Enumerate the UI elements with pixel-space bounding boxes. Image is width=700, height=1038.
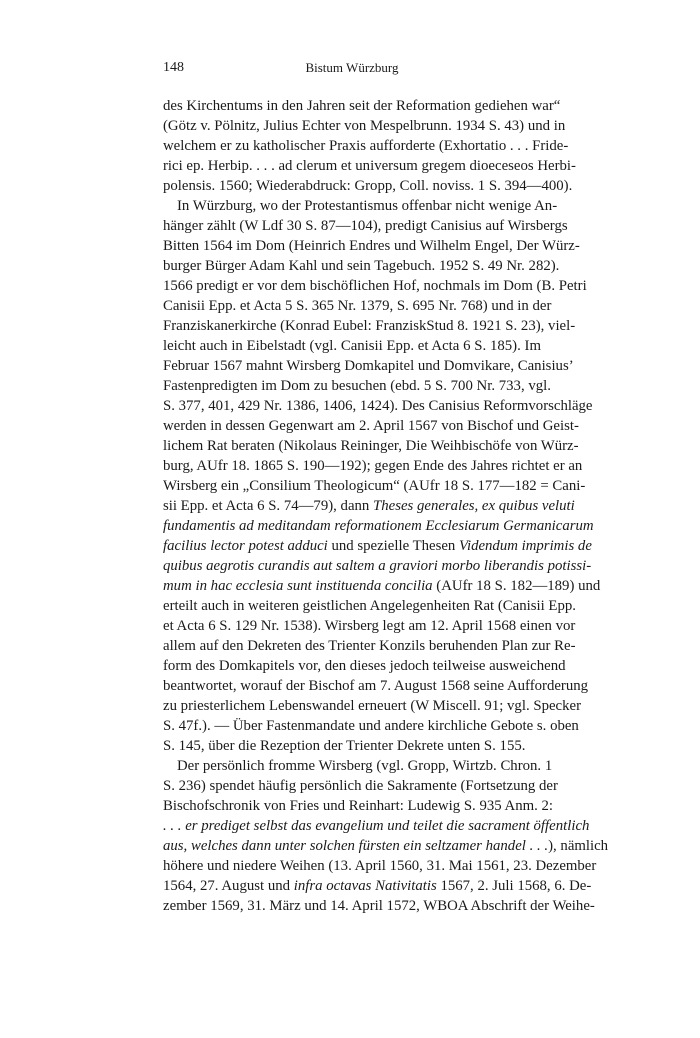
text-line [163, 636, 576, 656]
text-line [163, 436, 579, 456]
text-segment: Franziskanerkirche (Konrad Eubel: FranziskStud 8. 1921 S. 23), viel- [163, 318, 576, 334]
text-segment: 1567, 2. Juli 1568, 6. De- [436, 878, 592, 894]
text-segment: In Würzburg, wo der Protestantismus offenbar nicht wenige An- [177, 198, 558, 214]
text-line [163, 656, 566, 676]
text-segment: (AUfr 18 S. 182—189) und [432, 578, 601, 594]
text-line [163, 516, 594, 536]
text-line [163, 836, 609, 856]
text-line [163, 276, 587, 296]
text-segment: und spezielle Thesen [327, 538, 460, 554]
text-segment: ), nämlich [548, 838, 609, 854]
text-segment: S. 377, 401, 429 Nr. 1386, 1406, 1424). Des Canisius Reformvorschläge [163, 398, 593, 414]
text-line [163, 616, 576, 636]
text-segment: hänger zählt (W Ldf 30 S. 87—104), predigt Canisius auf Wirsbergs [163, 218, 568, 234]
text-segment: lichem Rat beraten (Nikolaus Reininger, Die Weihbischöfe von Würz- [163, 438, 579, 454]
italic-text: fundamentis ad meditandam reformationem Ecclesiarum Germanicarum [163, 518, 594, 534]
italic-text: infra octavas Nativitatis [293, 878, 437, 894]
text-line [163, 736, 541, 756]
text-line [163, 356, 574, 376]
text-segment: welchem er zu katholischer Praxis aufforderte (Exhortatio . . . Fride- [163, 138, 569, 154]
text-segment: höhere und niedere Weihen (13. April 1560, 31. Mai 1561, 23. Dezember [163, 858, 597, 874]
running-header [163, 60, 541, 82]
text-line [163, 696, 581, 716]
text-segment: burger Bürger Adam Kahl und sein Tagebuch. 1952 S. 49 Nr. 282). [163, 258, 560, 274]
text-segment: Fastenpredigten im Dom zu besuchen (ebd. 5 S. 700 Nr. 733, vgl. [163, 378, 551, 394]
text-line [163, 556, 592, 576]
text-line [163, 476, 586, 496]
text-line [163, 236, 580, 256]
italic-text: quibus aegrotis curandis aut saltem a graviori morbo liberandis potissi- [163, 558, 592, 574]
text-segment: werden in dessen Gegenwart am 2. April 1567 von Bischof und Geist- [163, 418, 579, 434]
text-line [163, 796, 554, 816]
italic-text: . . . er prediget selbst das evangelium und teilet die sacrament öffentlich [163, 818, 590, 834]
text-line [163, 456, 583, 476]
italic-text: mum in hac ecclesia sunt instituenda concilia [163, 578, 433, 594]
text-segment: zember 1569, 31. März und 14. April 1572, WBOA Abschrift der Weihe- [163, 898, 595, 914]
body-text [163, 96, 609, 916]
text-segment: leicht auch in Eibelstadt (vgl. Canisii Epp. et Acta 6 S. 185). Im [163, 338, 541, 354]
text-segment: zu priesterlichem Lebenswandel erneuert (W Miscell. 91; vgl. Specker [163, 698, 581, 714]
italic-text: facilius lector potest adduci [163, 538, 328, 554]
italic-text: Videndum imprimis de [459, 538, 592, 554]
text-segment: allem auf den Dekreten des Trienter Konzils beruhenden Plan zur Re- [163, 638, 576, 654]
text-line [163, 676, 589, 696]
text-line [163, 176, 573, 196]
text-segment: des Kirchentums in den Jahren seit der Reformation gediehen war“ [163, 98, 561, 114]
text-line [163, 256, 560, 276]
text-line [163, 776, 558, 796]
text-line [163, 876, 592, 896]
text-segment: 1564, 27. August und [163, 878, 294, 894]
text-line [163, 596, 576, 616]
text-segment: burg, AUfr 18. 1865 S. 190—192); gegen Ende des Jahres richtet er an [163, 458, 583, 474]
text-line [163, 416, 579, 436]
text-line [163, 296, 552, 316]
running-title: Bistum Würzburg [305, 60, 399, 75]
text-segment: Februar 1567 mahnt Wirsberg Domkapitel und Domvikare, Canisius’ [163, 358, 574, 374]
text-line [163, 196, 558, 216]
text-line [163, 376, 551, 396]
text-segment: S. 145, über die Rezeption der Trienter Dekrete unten S. 155. [163, 738, 526, 754]
text-line [163, 336, 541, 356]
text-line [163, 816, 590, 836]
text-segment: Bitten 1564 im Dom (Heinrich Endres und Wilhelm Engel, Der Würz- [163, 238, 580, 254]
text-segment: S. 47f.). — Über Fastenmandate und andere kirchliche Gebote s. oben [163, 718, 579, 734]
text-line [163, 136, 569, 156]
text-line [163, 216, 568, 236]
text-segment: Bischofschronik von Fries und Reinhart: Ludewig S. 935 Anm. 2: [163, 798, 554, 814]
text-segment: Wirsberg ein „Consilium Theologicum“ (AUfr 18 S. 177—182 = Cani- [163, 478, 586, 494]
text-segment: beantwortet, worauf der Bischof am 7. August 1568 seine Aufforderung [163, 678, 589, 694]
text-segment: (Götz v. Pölnitz, Julius Echter von Mespelbrunn. 1934 S. 43) und in [163, 118, 566, 134]
text-line [163, 576, 601, 596]
text-line [163, 116, 566, 136]
text-line [163, 316, 576, 336]
text-line [163, 396, 593, 416]
text-segment: polensis. 1560; Wiederabdruck: Gropp, Coll. noviss. 1 S. 394—400). [163, 178, 573, 194]
text-segment: erteilt auch in weiteren geistlichen Angelegenheiten Rat (Canisii Epp. [163, 598, 576, 614]
text-segment: S. 236) spendet häufig persönlich die Sakramente (Fortsetzung der [163, 778, 558, 794]
text-line [163, 756, 553, 776]
text-line [163, 856, 597, 876]
text-line [163, 156, 576, 176]
page-number: 148 [163, 60, 184, 75]
text-segment: sii Epp. et Acta 6 S. 74—79), dann [163, 498, 374, 514]
text-segment: et Acta 6 S. 129 Nr. 1538). Wirsberg legt am 12. April 1568 einen vor [163, 618, 576, 634]
text-line [163, 896, 595, 916]
text-line [163, 96, 561, 116]
italic-text: Theses generales, ex quibus veluti [373, 498, 575, 514]
text-segment: rici ep. Herbip. . . . ad clerum et universum gregem dioeceseos Herbi- [163, 158, 576, 174]
text-line [163, 716, 579, 736]
text-line [163, 496, 575, 516]
text-segment: Der persönlich fromme Wirsberg (vgl. Gropp, Wirtzb. Chron. 1 [177, 758, 553, 774]
text-line [163, 536, 592, 556]
text-segment: 1566 predigt er vor dem bischöflichen Hof, nochmals im Dom (B. Petri [163, 278, 587, 294]
italic-text: aus, welches dann unter solchen fürsten ein seltzamer handel . . . [163, 838, 549, 854]
text-segment: Canisii Epp. et Acta 5 S. 365 Nr. 1379, S. 695 Nr. 768) und in der [163, 298, 552, 314]
text-segment: form des Domkapitels vor, den dieses jedoch teilweise ausweichend [163, 658, 566, 674]
